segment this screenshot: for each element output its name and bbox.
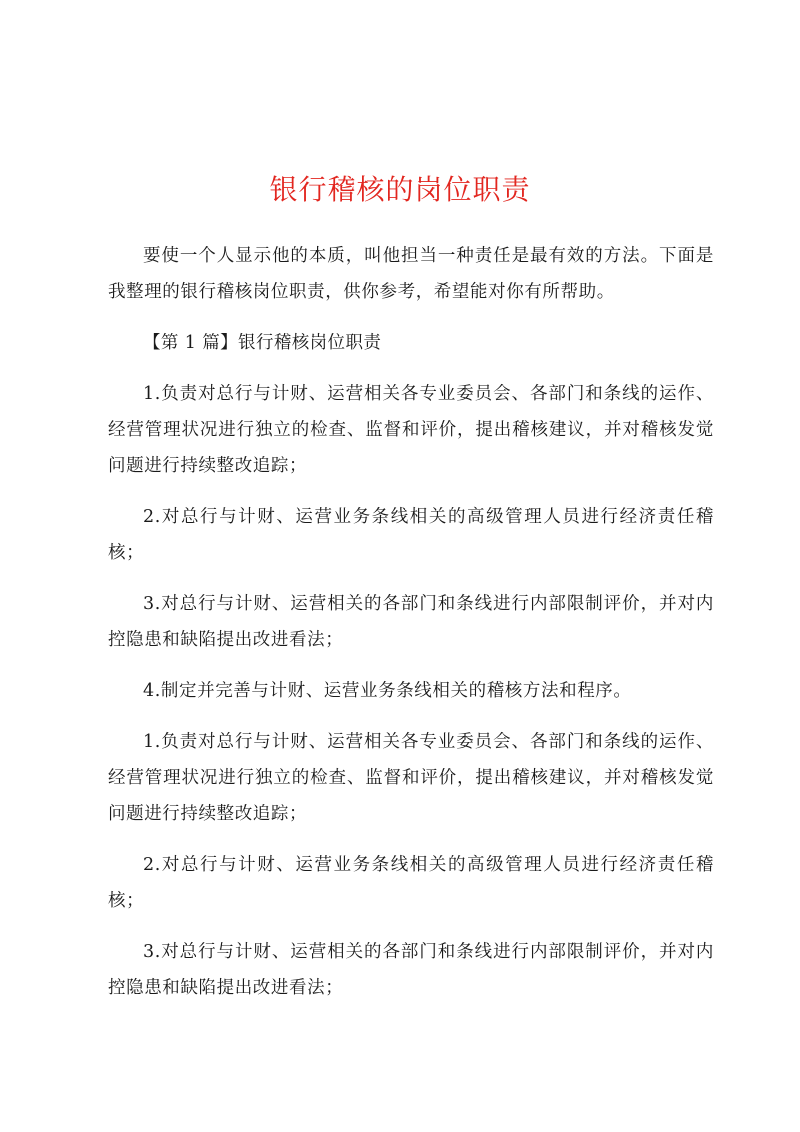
duty-item-1: 1.负责对总行与计财、运营相关各专业委员会、各部门和条线的运作、经营管理状况进行独立的检查、监督和评价，提出稽核建议，并对稽核发觉问题进行持续整改追踪； — [108, 384, 714, 476]
intro-paragraph: 要使一个人显示他的本质，叫他担当一种责任是最有效的方法。下面是我整理的银行稽核岗位职责，供你参考，希望能对你有所帮助。 — [108, 246, 714, 302]
duty-item-2: 2.对总行与计财、运营业务条线相关的高级管理人员进行经济责任稽核； — [108, 507, 714, 563]
document-body — [108, 238, 714, 1021]
duty-item-1-repeat: 1.负责对总行与计财、运营相关各专业委员会、各部门和条线的运作、经营管理状况进行独立的检查、监督和评价，提出稽核建议，并对稽核发觉问题进行持续整改追踪； — [108, 732, 714, 824]
duty-item-4: 4.制定并完善与计财、运营业务条线相关的稽核方法和程序。 — [143, 681, 632, 701]
duty-item-2-repeat: 2.对总行与计财、运营业务条线相关的高级管理人员进行经济责任稽核； — [108, 855, 714, 911]
section-heading: 【第 1 篇】银行稽核岗位职责 — [143, 333, 382, 353]
duty-item-3-repeat: 3.对总行与计财、运营相关的各部门和条线进行内部限制评价，并对内控隐患和缺陷提出改进看法； — [108, 942, 714, 998]
duty-item-3: 3.对总行与计财、运营相关的各部门和条线进行内部限制评价，并对内控隐患和缺陷提出改进看法； — [108, 594, 714, 650]
document-title: 银行稽核的岗位职责 — [269, 173, 531, 206]
